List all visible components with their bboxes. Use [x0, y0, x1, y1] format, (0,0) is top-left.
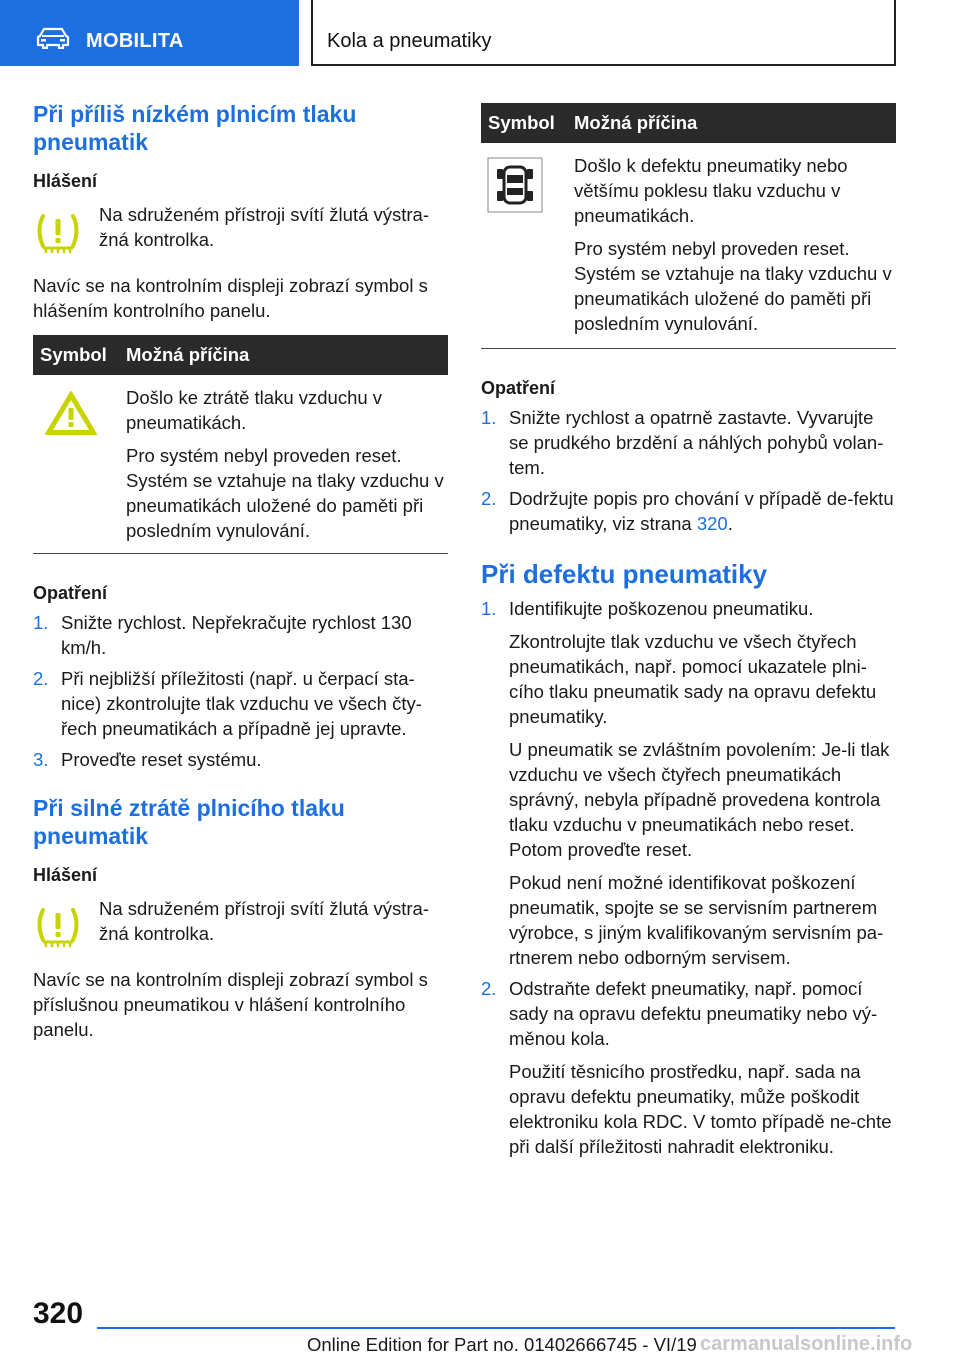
tire-pressure-warning-icon [33, 906, 83, 950]
list-text-part: Dodržujte popis pro chování v případě de‐fektu pneumatiky, viz strana [509, 488, 894, 534]
list-text: Pokud není možné identifikovat poškození pneumatik, spojte se se servisním partnerem výrobce, s jiným kvalifikovaným servisním pa‐rtnerem nebo odborným servisem. [509, 872, 884, 968]
list-text: Proveďte reset systému. [61, 749, 262, 770]
list-item [481, 405, 896, 480]
col-symbol: Symbol [488, 112, 555, 133]
page-link[interactable]: 320 [696, 513, 728, 534]
warning-notice [33, 896, 448, 955]
cause-text: Pro systém nebyl proveden reset. Systém se vztahuje na tlaky vzduchu v pneumatikách uložené do paměti při posledním vynulování. [574, 238, 892, 334]
warning-triangle-icon [43, 389, 99, 437]
message-title: Hlášení [33, 865, 98, 885]
list-text: Použití těsnicího prostředku, např. sada na opravu defektu pneumatiky, může poškodit elektroniku kola RDC. V tomto případě ne‐chte při další příležitosti nahradit elektroniku. [509, 1061, 892, 1157]
list-item [481, 976, 896, 1159]
list-item [481, 596, 896, 970]
col-cause: Možná příčina [126, 344, 250, 365]
subsection-box [311, 0, 896, 66]
list-number: 2. [33, 668, 49, 689]
list-item [33, 747, 448, 772]
table-header [33, 335, 448, 375]
section-label: MOBILITA [86, 30, 184, 52]
list-item [33, 666, 448, 741]
col-cause: Možná příčina [574, 112, 698, 133]
table-row [33, 375, 448, 554]
info-text: Navíc se na kontrolním displeji zobrazí symbol s hlášením kontrolního panelu. [33, 275, 428, 321]
page-number: 320 [33, 1297, 84, 1330]
heading-tire-defect: Při defektu pneumatiky [481, 559, 768, 589]
table-row [481, 143, 896, 349]
list-number: 2. [481, 978, 497, 999]
message-text: Na sdruženém přístroji svítí žlutá výstra‐žná kontrolka. [99, 898, 430, 944]
defect-list [481, 596, 896, 1159]
heading-severe-loss: Při silné ztrátě plnicího tlaku pneumatik [33, 795, 345, 849]
measures-title: Opatření [33, 583, 108, 603]
heading-low-pressure: Při příliš nízkém plnicím tlaku pneumatik [33, 101, 357, 155]
table-header [481, 103, 896, 143]
tire-pressure-warning-icon [33, 212, 83, 256]
list-text: Při nejbližší příležitosti (např. u čerpací sta‐nice) zkontrolujte tlak vzduchu ve všech čty‐řech pneumatikách a případně jej upravte. [61, 668, 422, 739]
left-column [33, 100, 448, 1042]
page-header [0, 0, 960, 66]
list-number: 1. [33, 612, 49, 633]
list-item [33, 610, 448, 660]
watermark-text: carmanualsonline.info [700, 1333, 913, 1355]
message-text: Na sdruženém přístroji svítí žlutá výstra‐žná kontrolka. [99, 204, 430, 250]
list-text: Identifikujte poškozenou pneumatiku. [509, 598, 814, 619]
measures-list [481, 405, 896, 536]
cause-text: Došlo k defektu pneumatiky nebo většímu poklesu tlaku vzduchu v pneumatikách. [574, 155, 848, 226]
col-symbol: Symbol [40, 344, 107, 365]
message-title: Hlášení [33, 171, 98, 191]
list-number: 1. [481, 407, 497, 428]
measures-title: Opatření [481, 378, 556, 398]
edition-text: Online Edition for Part no. 01402666745 - VI/19 [307, 1334, 697, 1355]
list-text [509, 486, 896, 536]
cause-table [481, 103, 896, 349]
car-tire-defect-icon [487, 157, 543, 213]
list-item [481, 486, 896, 536]
list-text: U pneumatik se zvláštním povolením: Je-li tlak vzduchu ve všech čtyřech pneumatikách správný, nebyla případně provedena kontrola tlaku vzduchu v pneumatikách nebo reset. Potom proveďte reset. [509, 739, 890, 860]
right-column [481, 103, 896, 1165]
list-text: Snižte rychlost. Nepřekračujte rychlost 130 km/h. [61, 612, 412, 658]
list-text-part: . [727, 513, 733, 534]
list-text: Snižte rychlost a opatrně zastavte. Vyvarujte se prudkého brzdění a náhlých pohybů volan‐tem. [509, 407, 884, 478]
cause-text: Pro systém nebyl proveden reset. Systém se vztahuje na tlaky vzduchu v pneumatikách uložené do paměti při posledním vynulování. [126, 445, 444, 541]
footer-divider [97, 1327, 895, 1329]
section-tab[interactable] [0, 0, 299, 66]
list-number: 1. [481, 598, 497, 619]
warning-notice [33, 202, 448, 261]
car-icon [36, 27, 70, 49]
list-number: 3. [33, 749, 49, 770]
measures-list [33, 610, 448, 772]
info-text: Navíc se na kontrolním displeji zobrazí symbol s příslušnou pneumatikou v hlášení kontrolního panelu. [33, 969, 428, 1040]
list-text: Odstraňte defekt pneumatiky, např. pomocí sady na opravu defektu pneumatiky nebo vý‐měnou kola. [509, 978, 878, 1049]
list-text: Zkontrolujte tlak vzduchu ve všech čtyřech pneumatikách, např. pomocí ukazatele plni‐cího tlaku pneumatik sady na opravu defektu pneumatiky. [509, 631, 877, 727]
list-number: 2. [481, 488, 497, 509]
cause-table [33, 335, 448, 554]
cause-text: Došlo ke ztrátě tlaku vzduchu v pneumatikách. [126, 387, 383, 433]
subsection-label: Kola a pneumatiky [327, 30, 492, 52]
